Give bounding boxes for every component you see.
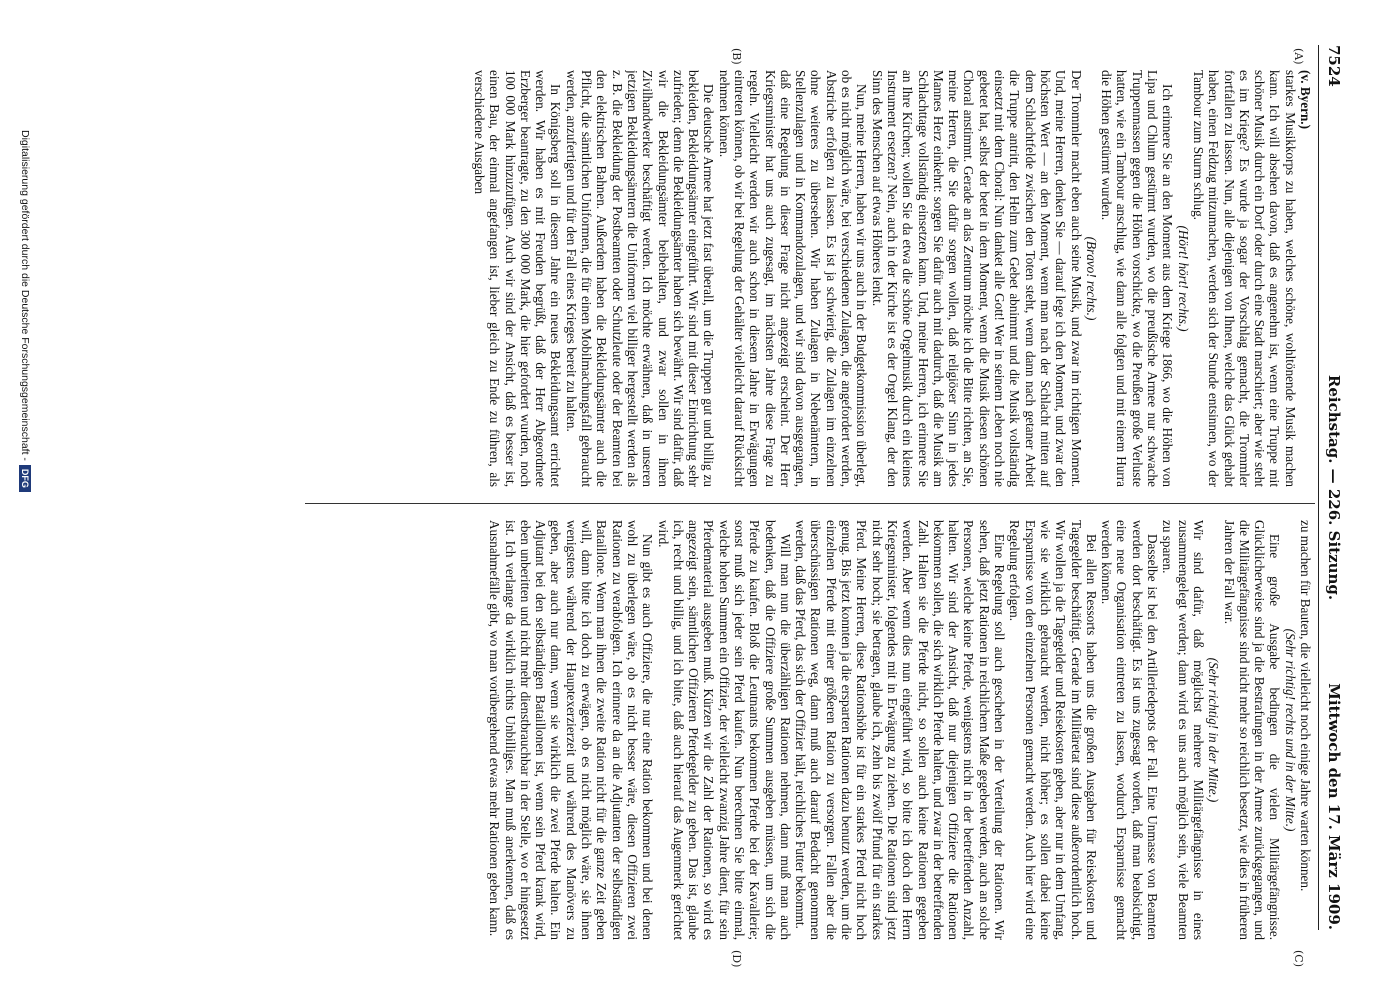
paragraph: Ich erinnere Sie an den Moment aus dem Kriege 1866, wo die Höhen von Lipa und Chlum gestürmt wurden, wo die preußische Armee nur schwache Truppenmassen gegen die Höhen vorschickte, wo die Preußen große Verluste hatten, wie ein Tambour anschlug, wie dann alle folgten und mit einem Hurra die Höhen gestürmt wurden. [1099,70,1176,487]
paragraph: Die deutsche Armee hat jetzt fast überall, um die Truppen gut und billig zu bekleiden, Bekleidungsämter eingeführt. Wir sind mit dieser Einrichtung sehr zufrieden; denn die Bekleidungsämter haben sich bewährt. Wir sind dafür, daß wir die Bekleidungsämter beibehalten, und zwar sollen in ihnen Zivilhandwerker beschäftigt werden. Ich möchte erwähnen, daß in unseren jetzigen Bekleidungsämtern die Uniformen viel billiger hergestellt werden als z. B. die Bekleidung der Postbeamten oder Schutzleute oder der Beamten bei den elektrischen Bahnen. Außerdem haben die Bekleidungsämter auch die Pflicht, die sämtlichen Uniformen, die für einen Mobilmachungsfall gebraucht werden, anzufertigen und für den Fall eines Krieges bereit zu halten. [563,70,717,487]
paragraph: Dasselbe ist bei den Artilleriedepots der Fall. Eine Unmasse von Beamten werden dort beschäftigt. Es ist uns zugesagt worden, daß man beabsichtigt, eine neue Organisation eintreten zu lassen, wodurch Ersparnisse gemacht werden können. [1099,520,1161,940]
paragraph: Will man nun die überzähligen Rationen nehmen, dann muß man auch bedenken, daß die Offiziere große Summen ausgeben müssen, um sich die Pferde zu kaufen. Bloß die Leutnants bekommen Pferde bei der Kavallerie; sonst muß sich jeder sein Pferd kaufen. Nun berechnen Sie bitte einmal, welche hohen Summen ein Offizier, der vielleicht zwanzig Jahre dient, für sein Pferdematerial ausgeben muß. Kürzen wir die Zahl der Rationen, so wird es angezeigt sein, sämtlichen Offizieren Pferdegelder zu geben. Das ist, glaube ich, recht und billig, und ich bitte, daß auch hierauf das Augenmerk gerichtet wird. [655,520,793,940]
paragraph: Nun gibt es auch Offiziere, die nur eine Ration bekommen und bei denen wohl zu überlegen wäre, ob es nicht besser wäre, diesen Offizieren zwei Rationen zu verabfolgen. Ich erinnere da an die Adjutanten der selbständigen Bataillone. Wenn man ihnen die zweite Ration nicht für die ganze Zeit geben will, dann bitte ich doch zu erwägen, ob es nicht möglich wäre, sie ihnen wenigstens während der Hauptexerzierzeit und während des Manövers zu geben, aber auch nur dann, wenn sie wirklich die zwei Pferde halten. Ein Adjutant bei den selbständigen Bataillonen ist, wenn sein Pferd krank wird, eben unberitten und nicht mehr dienstbrauchbar in der Stelle, wo er hingesetzt ist. Ich verlange da wirklich nichts Unbilliges. Man muß anerkennen, daß es Ausnahmefälle gibt, wo man vorübergehend etwas mehr Rationen geben kann. [487,520,656,940]
page-header [1318,45,1345,930]
page-number: 7524 [1325,45,1343,87]
paragraph: Wir sind dafür, daß möglichst mehrere Militärgefängnisse in eines zusammengelegt werden; dann wird es uns auch möglich sein, viele Beamten zu sparen. [1160,520,1206,940]
margin-marker-d: (D) [730,950,743,968]
dfg-logo: DFG [19,465,31,492]
margin-marker-b: (B) [730,48,743,65]
speaker-name: (v. Byern.) [1298,70,1313,129]
left-text-column [313,70,1313,487]
interjection: (Sehr richtig! rechts und in der Mitte.) [1282,628,1298,832]
paragraph: Nun, meine Herren, haben wir uns auch in der Budgetkommission überlegt, ob es nicht möglich wäre, bei verschiedenen Zulagen, die angefordert werden, Abstriche erfolgen zu lassen. Es ist ja schwierig, die Zulagen im einzelnen ohne weiteres zu übersehen. Wir haben Zulagen in Nebenämtern, in Stellenzulagen und in Kommandozulagen, und wir sind davon ausgegangen, daß eine Regelung in dieser Frage nicht angezeigt erscheint. Der Herr Kriegsminister hat uns auch zugesagt, im nächsten Jahre diese Frage zu regeln. Vielleicht werden wir auch schon in diesem Jahre in Erwägungen eintreten können, ob wir bei Regelung der Gehälter vielleicht darauf Rücksicht nehmen können. [716,70,870,487]
interjection: (Sehr richtig! in der Mitte.) [1206,657,1222,803]
paragraph: Bei allen Ressorts haben uns die großen Ausgaben für Reisekosten und Tagegelder beschäftigt. Gerade im Militäretat sind diese außerordentlich hoch. Wir wollen ja die Tagegelder und Reisekosten geben, aber nur in dem Umfang, wie sie wirklich gebraucht werden, nicht höher; es sollen dabei keine Ersparnisse von den einzelnen Personen gemacht werden. Auch hier wird eine Regelung erfolgen. [1007,520,1099,940]
paragraph: Der Trommler macht eben auch seine Musik, und zwar im richtigen Moment. Und, meine Herren, denken Sie — darauf lege ich den Moment, und zwar den höchsten Wert — an den Moment, wenn man nach der Schlacht mitten auf dem Schlachtfelde zwischen den Toten steht, wenn dann nach getaner Arbeit die Truppe antritt, den Helm zum Gebet abnimmt und die Musik vollständig einsetzt mit dem Choral: Nun danket alle Gott! Wer in seinem Leben noch nie gebetet hat, selbst der betet in dem Moment, wenn die Musik diesen schönen Choral anstimmt. Gerade an das Zentrum möchte ich die Bitte richten, an Sie, meine Herren, die Sie dafür sorgen wollen, daß religiöser Sinn in jedes Mannes Herz einkehrt: sorgen Sie dafür auch mit dadurch, daß die Musik am Schlachttage vollständig einsetzen kann. Und, meine Herren, ich erinnere Sie an Ihre Kirchen; wollen Sie da etwa die schöne Orgelmusik durch ein kleines Instrument ersetzen? Nein, auch in der Kirche ist es der Orgel Klang, der den Sinn des Menschen auf etwas Höheres lenkt. [869,70,1084,487]
paragraph: zu machen für Bauten, die vielleicht noch einige Jahre warten können. [1298,520,1313,892]
right-text-column [313,520,1313,940]
interjection: (Hört! hört! rechts.) [1175,225,1191,332]
paragraph: Eine Regelung soll auch geschehen in der Verteilung der Rationen. Wir sehen, daß jetzt Rationen in reichlichem Maße gegeben werden, auch an solche Personen, welche keine Pferde, wenigstens nicht in der betreffenden Anzahl, halten. Wir sind der Ansicht, daß nur diejenigen Offiziere die Rationen bekommen sollen, die sich wirklich Pferde halten, und zwar in der betreffenden Zahl. Halten sie die Pferde nicht, so sollen auch keine Rationen gegeben werden. Aber wenn dies nun eingeführt wird, so bitte ich doch den Herrn Kriegsminister, folgendes mit in Erwägung zu ziehen. Die Rationen sind jetzt nicht sehr hoch; sie betragen, glaube ich, zehn bis zwölf Pfund für ein starkes Pferd. Meine Herren, diese Rationshöhe ist für ein starkes Pferd nicht hoch genug. Bis jetzt konnten ja die ersparten Rationen dazu benutzt werden, um die einzelnen Pferde mit einer größeren Ration zu versorgen. Fallen aber die überschüssigen Rationen weg, dann muß auch darauf Bedacht genommen werden, daß das Pferd, das sich der Offizier hält, reichliches Futter bekommt. [793,520,1008,940]
paragraph: Eine große Ausgabe bedingen die vielen Militärgefängnisse. Glücklicherweise sind ja die Bestrafungen in der Armee zurückgegangen, und die Militärgefängnisse sind nicht mehr so reichlich besetzt, wie dies in früheren Jahren der Fall war. [1221,520,1283,940]
session-title: Reichstag. — 226. Sitzung. [1325,374,1343,601]
interjection: (Bravo! rechts.) [1083,236,1099,321]
margin-marker-a: (A) [1292,48,1305,65]
paragraph: starkes Musikkorps zu haben, welches schöne, wohltönende Musik machen kann. Ich will absehen davon, daß es angenehm ist, wenn eine Truppe mit schöner Musik durch ein Dorf oder durch eine Stadt marschiert; aber wie steht es im Kriege? Es wurde ja sogar der Vorschlag gemacht, die Trommler fortfallen zu lassen. Nun, alle diejenigen von Ihnen, welche das Glück gehabt haben, einen Feldzug mitzumachen, werden sich der Stunde entsinnen, wo der Tambour zum Sturm schlug. [1190,70,1298,487]
paragraph: In Königsberg soll in diesem Jahre ein neues Bekleidungsamt errichtet werden. Wir haben es mit Freuden begrüßt, daß der Herr Abgeordnete Erzberger beantragte, zu den 300 000 Mark, die hier gefordert wurden, noch 100 000 Mark hinzuzufügen. Auch wir sind der Ansicht, daß es besser ist, einen Bau, der einmal angefangen ist, lieber gleich zu Ende zu führen, als verschiedene Ausgaben [471,70,564,487]
credit-text: Digitalisierung gefördert durch die Deutsche Forschungsgemeinschaft - [19,130,31,461]
digitization-credit [13,130,31,950]
session-date: Mittwoch den 17. März 1909. [1325,683,1343,930]
margin-marker-c: (C) [1292,950,1305,967]
column-divider [305,503,1315,504]
